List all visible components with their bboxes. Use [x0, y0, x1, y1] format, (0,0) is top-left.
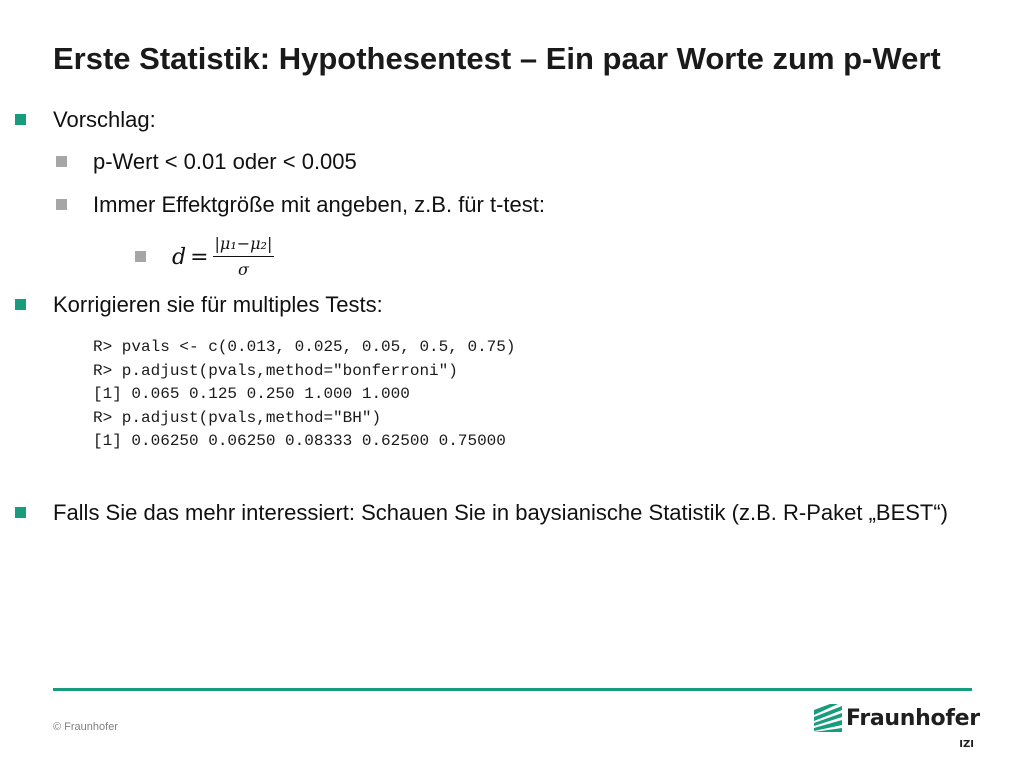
- bullet-falls: Falls Sie das mehr interessiert: Schauen Sie in baysianische Statistik (z.B. R-Paket „BEST“): [53, 500, 949, 525]
- r-code-block: [93, 336, 515, 454]
- bullet-marker: [15, 114, 26, 125]
- fraunhofer-logo-icon: [814, 704, 842, 732]
- bullet-effektgroesse: Immer Effektgröße mit angeben, z.B. für t-test:: [93, 192, 545, 217]
- formula-denominator: σ: [237, 259, 249, 279]
- sub-bullet-marker: [56, 156, 67, 167]
- fraunhofer-logo: [814, 704, 980, 752]
- formula-equals: =: [190, 244, 209, 270]
- formula-fraction: [213, 235, 275, 280]
- logo-wordmark: Fraunhofer: [846, 706, 980, 731]
- copyright-footer: © Fraunhofer: [53, 721, 118, 733]
- code-line: R> p.adjust(pvals,method="bonferroni"): [93, 361, 458, 380]
- bullet-vorschlag: Vorschlag:: [53, 107, 156, 132]
- effect-size-formula: [172, 232, 274, 282]
- bullet-pwert: p-Wert < 0.01 oder < 0.005: [93, 149, 357, 174]
- sub-bullet-marker: [56, 199, 67, 210]
- slide-title: Erste Statistik: Hypothesentest – Ein paar Worte zum p-Wert: [53, 41, 941, 76]
- bullet-marker: [15, 299, 26, 310]
- formula-numerator: |μ₁−μ₂|: [213, 235, 275, 257]
- code-line: [1] 0.06250 0.06250 0.08333 0.62500 0.75000: [93, 432, 506, 450]
- bullet-korrigieren: Korrigieren sie für multiples Tests:: [53, 292, 383, 317]
- code-line: [1] 0.065 0.125 0.250 1.000 1.000: [93, 385, 410, 403]
- sub-sub-bullet-marker: [135, 251, 146, 262]
- bullet-marker: [15, 507, 26, 518]
- formula-lhs: d: [172, 244, 187, 270]
- code-line: R> pvals <- c(0.013, 0.025, 0.05, 0.5, 0.75): [93, 338, 516, 356]
- logo-institute: IZI: [959, 739, 974, 750]
- code-line: R> p.adjust(pvals,method="BH"): [93, 408, 382, 427]
- footer-divider: [53, 688, 972, 691]
